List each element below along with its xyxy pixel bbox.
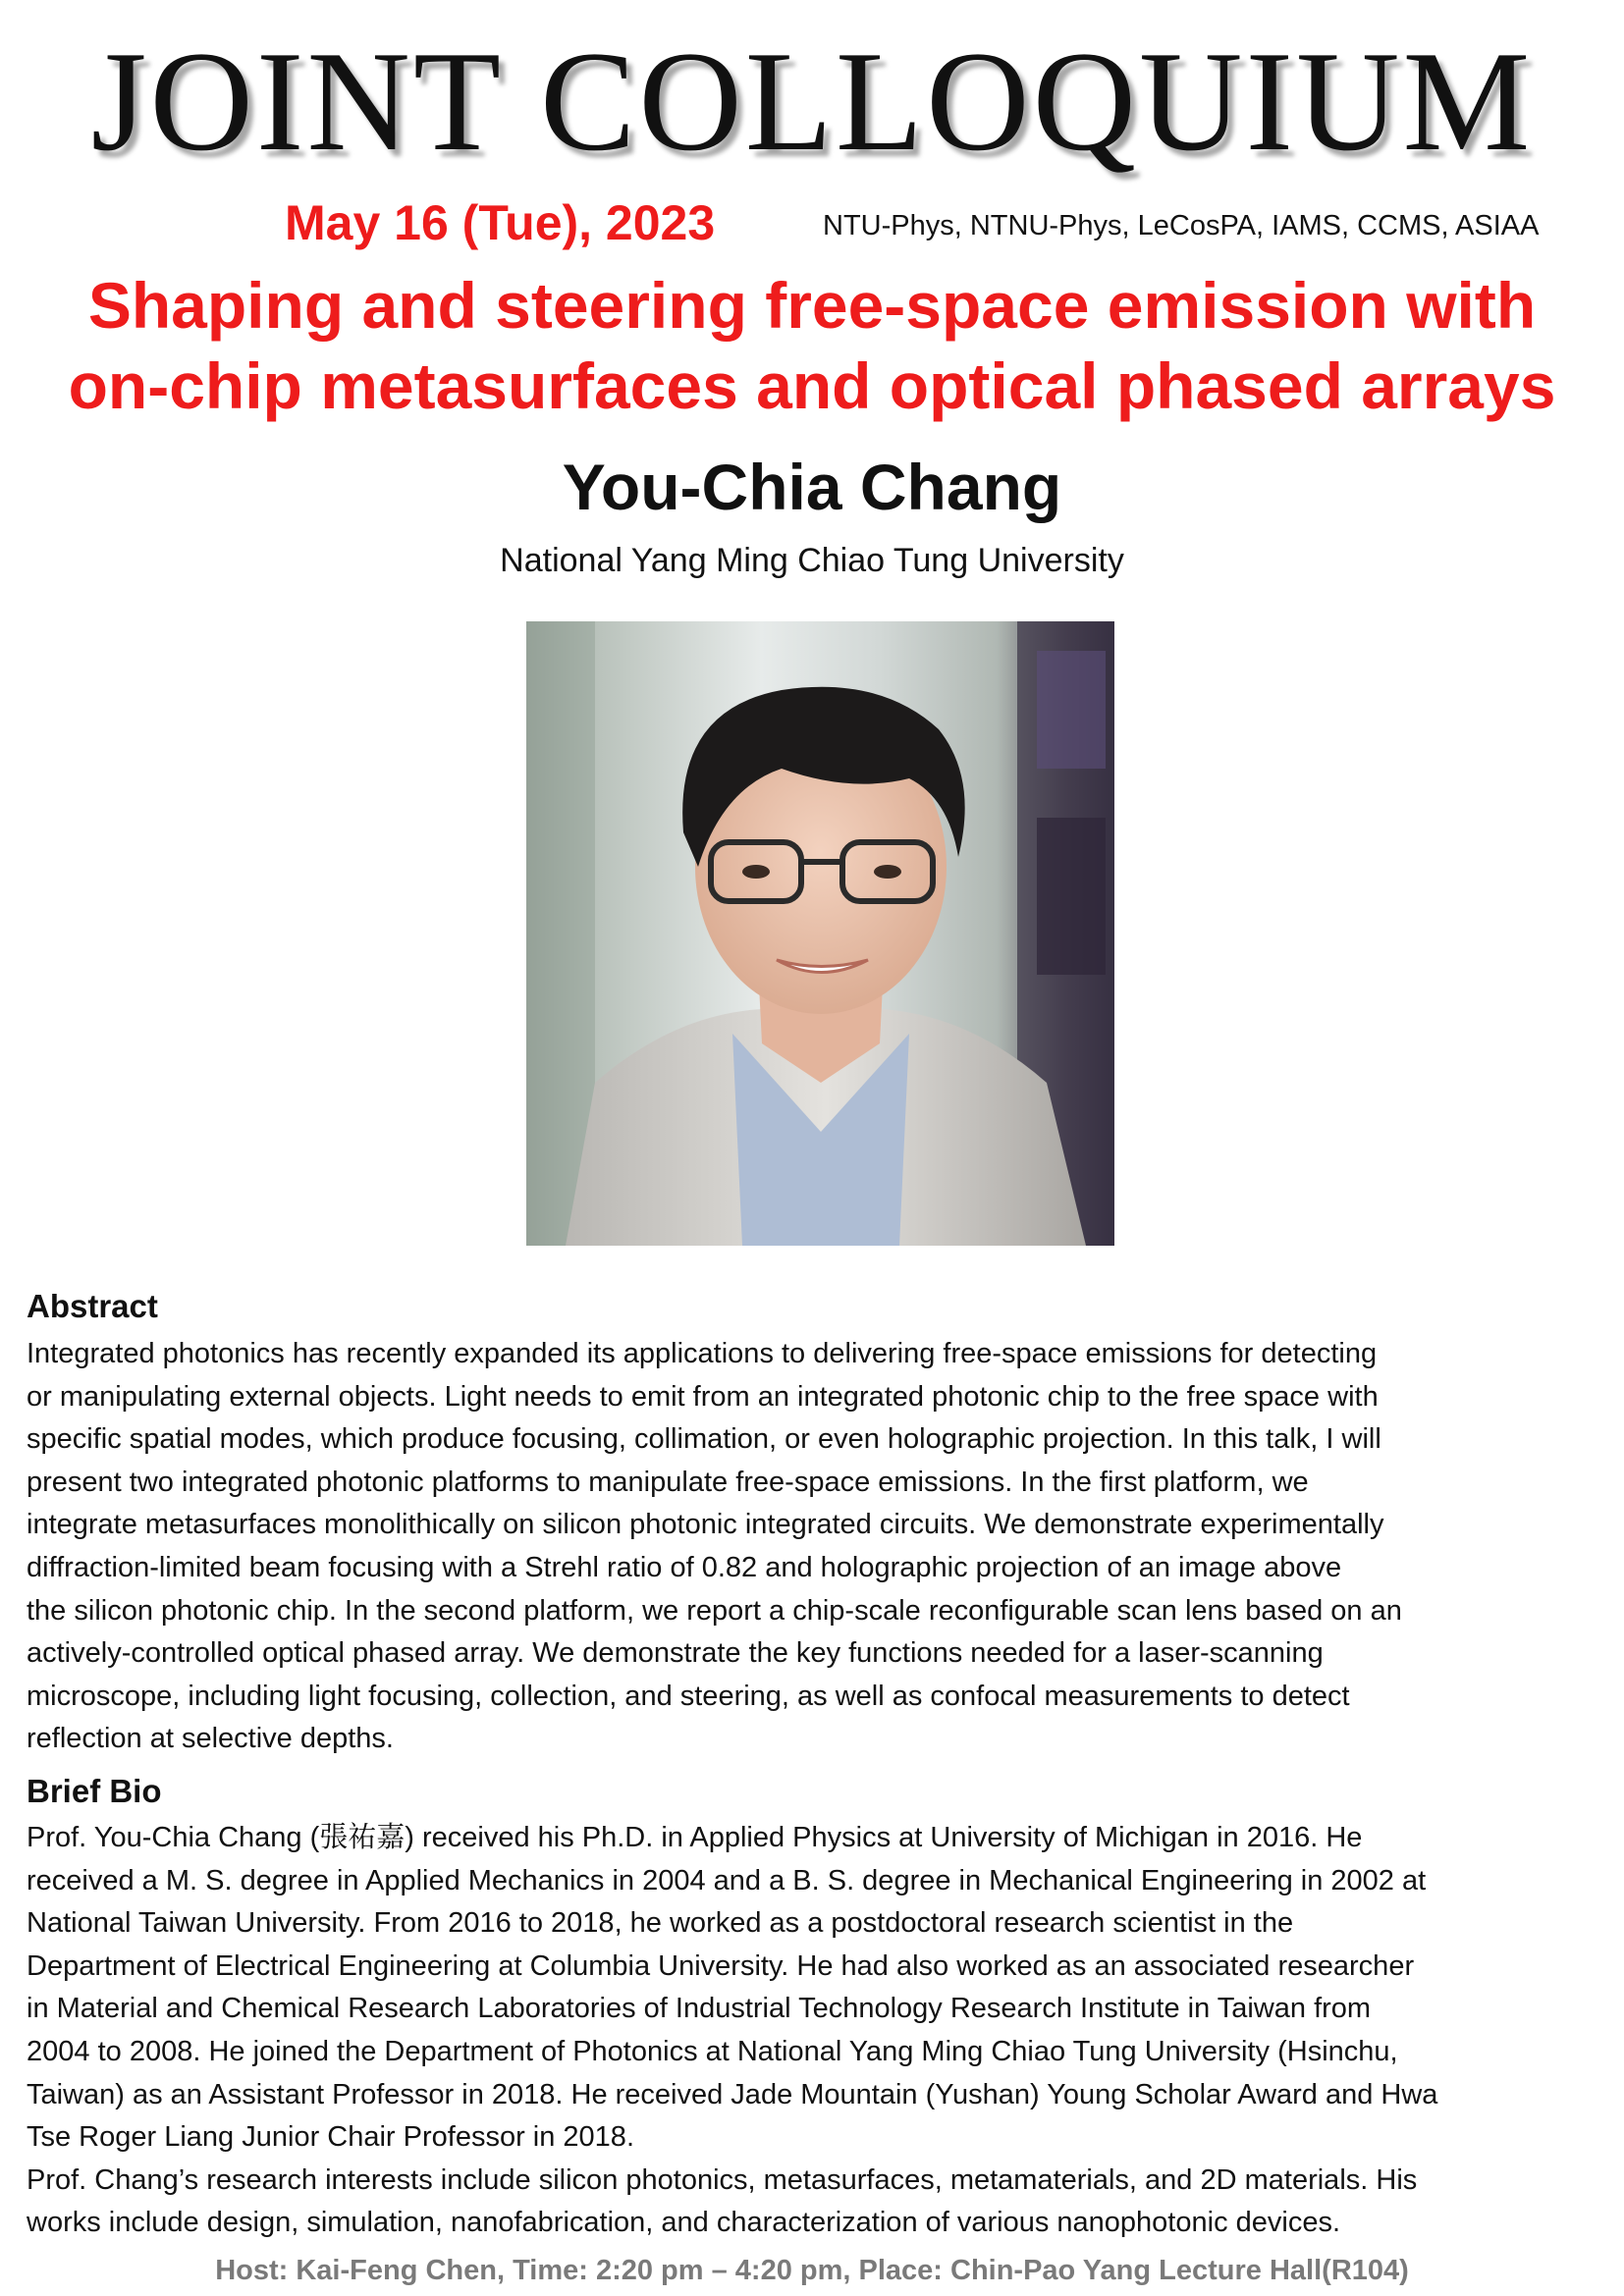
organizers-list: NTU-Phys, NTNU-Phys, LeCosPA, IAMS, CCMS, ASIAA: [823, 210, 1540, 241]
abstract-text: [27, 1333, 1602, 1761]
abstract-line: or manipulating external objects. Light needs to emit from an integrated photonic chip to the free space with: [27, 1380, 1379, 1413]
speaker-affiliation: National Yang Ming Chiao Tung University: [500, 542, 1124, 579]
event-date: May 16 (Tue), 2023: [285, 195, 716, 250]
speaker-name: You-Chia Chang: [562, 451, 1062, 523]
bio-line: Prof. Chang’s research interests include silicon photonics, metasurfaces, metamaterials, and 2D materials. His: [27, 2163, 1418, 2196]
talk-title-line-1: Shaping and steering free-space emission with: [87, 269, 1537, 342]
talk-title-line-2: on-chip metasurfaces and optical phased arrays: [68, 349, 1556, 422]
bio-line: works include design, simulation, nanofabrication, and characterization of various nanophotonic devices.: [27, 2207, 1341, 2239]
colloquium-title: JOINT COLLOQUIUM: [90, 22, 1534, 181]
abstract-line: microscope, including light focusing, collection, and steering, as well as confocal measurements to detect: [27, 1680, 1350, 1712]
abstract-heading: Abstract: [27, 1288, 158, 1324]
speaker-portrait-photo: [526, 621, 1114, 1246]
bio-text: [27, 1817, 1602, 2245]
abstract-line: integrate metasurfaces monolithically on silicon photonic integrated circuits. We demonstrate experimentally: [27, 1509, 1384, 1541]
bio-line: Tse Roger Liang Junior Chair Professor in 2018.: [27, 2121, 634, 2154]
bio-line: Department of Electrical Engineering at Columbia University. He had also worked as an associated researcher: [27, 1949, 1415, 1982]
abstract-line: specific spatial modes, which produce focusing, collimation, or even holographic projection. In this talk, I will: [27, 1423, 1381, 1456]
talk-title: [0, 265, 1624, 426]
abstract-line: Integrated photonics has recently expanded its applications to delivering free-space emissions for detecting: [27, 1338, 1378, 1369]
event-logistics-footer: Host: Kai-Feng Chen, Time: 2:20 pm – 4:20 pm, Place: Chin-Pao Yang Lecture Hall(R104): [215, 2255, 1409, 2286]
bio-line: 2004 to 2008. He joined the Department of Photonics at National Yang Ming Chiao Tung University (Hsinchu,: [27, 2035, 1398, 2067]
bio-heading: Brief Bio: [27, 1773, 162, 1809]
portrait-illustration: [526, 621, 1114, 1246]
abstract-line: diffraction-limited beam focusing with a Strehl ratio of 0.82 and holographic projection of an image above: [27, 1551, 1342, 1583]
abstract-line: present two integrated photonic platforms to manipulate free-space emissions. In the first platform, we: [27, 1466, 1309, 1498]
abstract-line: the silicon photonic chip. In the second platform, we report a chip-scale reconfigurable scan lens based on an: [27, 1594, 1402, 1627]
bio-line: National Taiwan University. From 2016 to 2018, he worked as a postdoctoral research scientist in the: [27, 1907, 1294, 1940]
bio-line: in Material and Chemical Research Laboratories of Industrial Technology Research Institute in Taiwan from: [27, 1993, 1372, 2025]
abstract-line: actively-controlled optical phased array. We demonstrate the key functions needed for a laser-scanning: [27, 1637, 1324, 1670]
bio-line: Taiwan) as an Assistant Professor in 2018. He received Jade Mountain (Yushan) Young Scholar Award and Hwa: [27, 2078, 1438, 2110]
abstract-line: reflection at selective depths.: [27, 1723, 394, 1755]
bio-line: Prof. You-Chia Chang (張祐嘉) received his Ph.D. in Applied Physics at University of Michigan in 2016. He: [27, 1822, 1363, 1853]
bio-line: received a M. S. degree in Applied Mechanics in 2004 and a B. S. degree in Mechanical Engineering in 2002 at: [27, 1864, 1427, 1896]
